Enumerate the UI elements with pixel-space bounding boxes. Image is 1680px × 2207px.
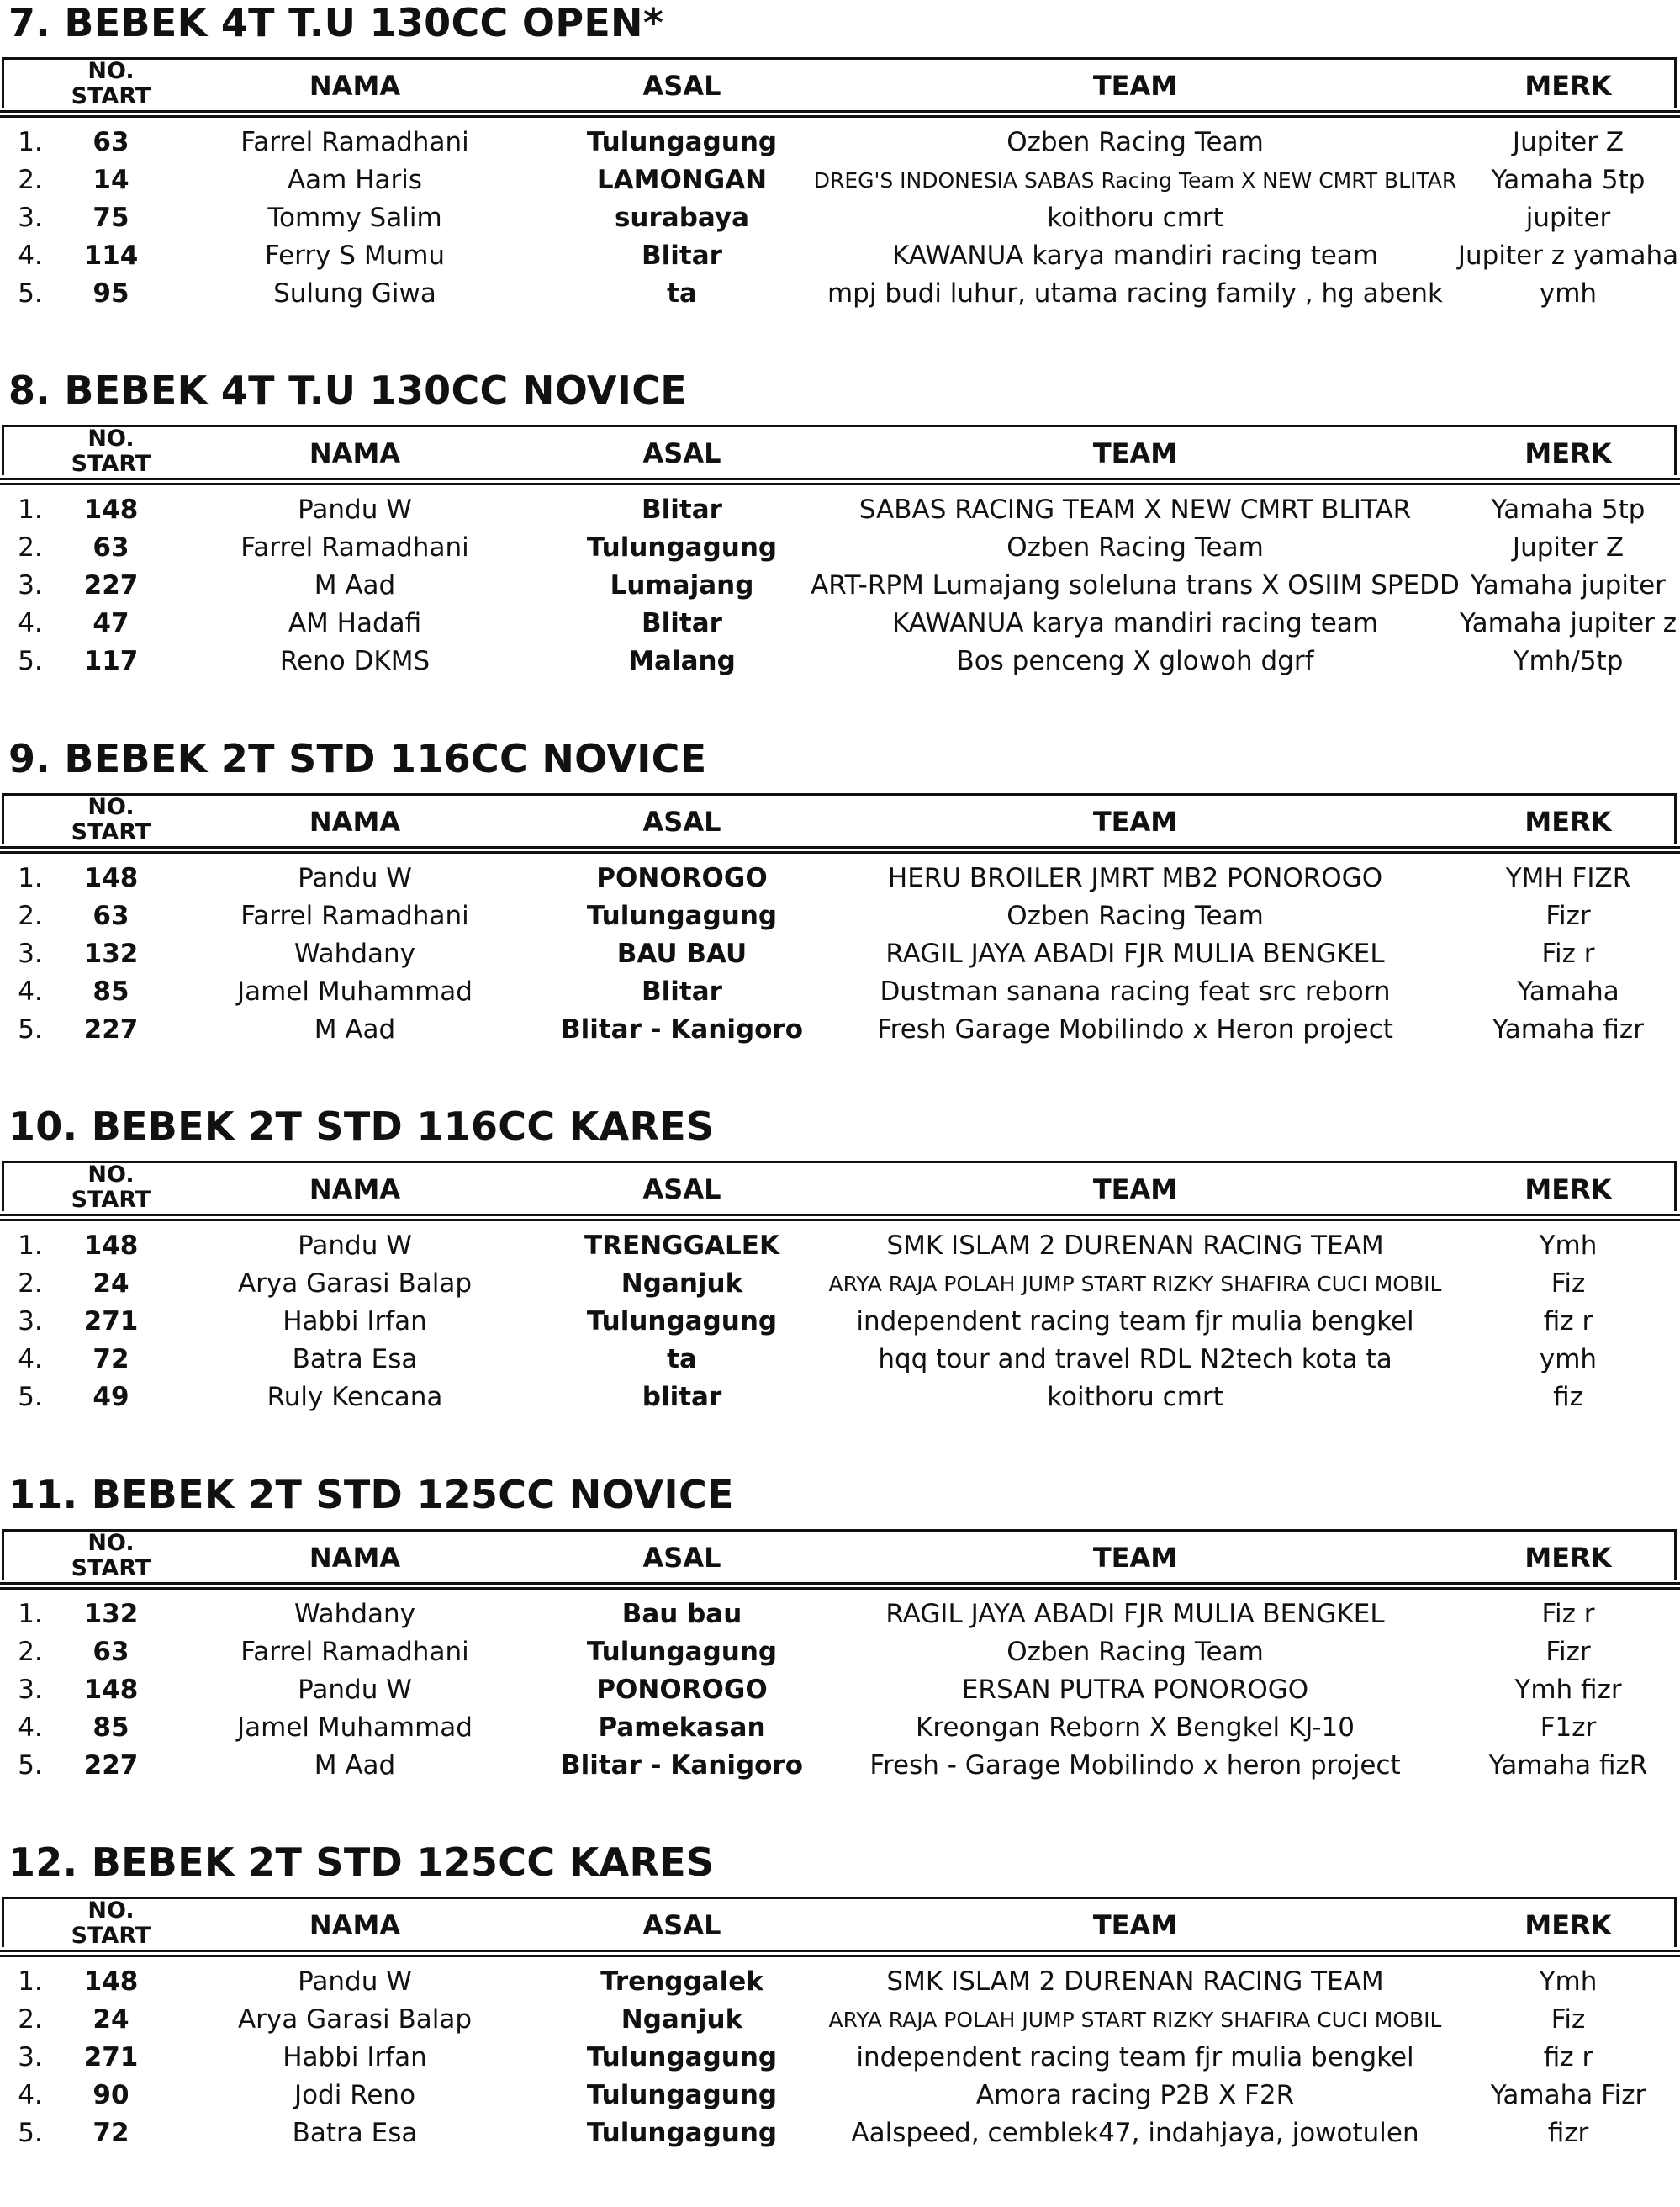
header-rule — [0, 483, 1680, 485]
origin-cell: ta — [667, 278, 697, 309]
team-cell: ERSAN PUTRA PONOROGO — [961, 1675, 1309, 1705]
origin-cell: Lumajang — [610, 570, 754, 601]
origin-cell: Trenggalek — [600, 1966, 763, 1997]
brand-cell: Yamaha jupiter — [1471, 570, 1666, 601]
start-number-cell: 85 — [92, 1712, 129, 1743]
name-cell: Pandu W — [298, 1966, 412, 1997]
rank-cell: 3. — [18, 203, 43, 233]
rank-cell: 2. — [18, 165, 43, 195]
start-number-cell: 47 — [92, 608, 129, 638]
category-title: 11. BEBEK 2T STD 125CC NOVICE — [8, 1472, 734, 1517]
origin-cell: Tulungagung — [586, 127, 778, 157]
name-cell: Tommy Salim — [267, 203, 442, 233]
table-row — [0, 1341, 1680, 1379]
brand-cell: Fiz — [1551, 2004, 1586, 2035]
table-row — [0, 860, 1680, 897]
header-team: TEAM — [1092, 1173, 1178, 1205]
rank-cell: 5. — [18, 646, 43, 676]
header-nama: NAMA — [309, 1909, 401, 1941]
name-cell: Pandu W — [298, 1231, 412, 1261]
team-cell: koithoru cmrt — [1047, 203, 1223, 233]
team-cell: koithoru cmrt — [1047, 1382, 1223, 1412]
start-number-cell: 14 — [92, 165, 129, 195]
name-cell: Farrel Ramadhani — [240, 532, 469, 563]
origin-cell: BAU BAU — [616, 939, 748, 969]
start-number-cell: 63 — [92, 532, 129, 563]
team-cell: Kreongan Reborn X Bengkel KJ-10 — [916, 1712, 1355, 1743]
header-merk: MERK — [1524, 806, 1612, 838]
origin-cell: Malang — [628, 646, 736, 676]
brand-cell: Yamaha 5tp — [1491, 495, 1646, 525]
rank-cell: 5. — [18, 1382, 43, 1412]
origin-cell: blitar — [642, 1382, 722, 1412]
table-row — [0, 2039, 1680, 2077]
header-rule — [0, 846, 1680, 849]
header-asal: ASAL — [642, 1909, 721, 1941]
name-cell: Reno DKMS — [279, 646, 431, 676]
brand-cell: ymh — [1539, 278, 1598, 309]
start-number-cell: 63 — [92, 901, 129, 931]
start-number-cell: 148 — [83, 495, 139, 525]
table-row — [0, 1379, 1680, 1416]
table-row — [0, 1633, 1680, 1671]
table-row — [0, 567, 1680, 605]
rank-cell: 3. — [18, 1675, 43, 1705]
origin-cell: Blitar - Kanigoro — [560, 1750, 804, 1781]
name-cell: Farrel Ramadhani — [240, 901, 469, 931]
header-no-start: NO. — [87, 1162, 135, 1188]
origin-cell: PONOROGO — [596, 1675, 768, 1705]
start-number-cell: 271 — [83, 2042, 139, 2072]
header-team: TEAM — [1092, 1909, 1178, 1941]
header-nama: NAMA — [309, 806, 401, 838]
header-rule — [0, 115, 1680, 118]
team-cell: Fresh - Garage Mobilindo x heron project — [869, 1750, 1401, 1781]
category-title: 8. BEBEK 4T T.U 130CC NOVICE — [8, 368, 687, 413]
origin-cell: TRENGGALEK — [584, 1231, 779, 1261]
brand-cell: Yamaha — [1517, 976, 1619, 1007]
header-rule — [0, 1214, 1680, 1216]
brand-cell: Fiz — [1551, 1268, 1586, 1299]
start-number-cell: 117 — [83, 646, 139, 676]
brand-cell: YMH FIZR — [1505, 863, 1631, 893]
header-no-start: NO. — [87, 794, 135, 820]
rank-cell: 1. — [18, 1966, 43, 1997]
header-asal: ASAL — [642, 1173, 721, 1205]
header-no-start: NO. — [87, 58, 135, 84]
origin-cell: Tulungagung — [586, 2118, 778, 2148]
name-cell: Sulung Giwa — [273, 278, 436, 309]
table-row — [0, 161, 1680, 199]
table-row — [0, 2114, 1680, 2152]
header-merk: MERK — [1524, 70, 1612, 102]
start-number-cell: 132 — [83, 1599, 139, 1629]
name-cell: Arya Garasi Balap — [237, 1268, 473, 1299]
start-number-cell: 72 — [92, 1344, 129, 1374]
category-section — [0, 736, 1680, 1104]
team-cell: Ozben Racing Team — [1006, 532, 1264, 563]
team-cell: Amora racing P2B X F2R — [975, 2080, 1295, 2110]
header-nama: NAMA — [309, 437, 401, 469]
team-cell: Dustman sanana racing feat src reborn — [880, 976, 1391, 1007]
rank-cell: 1. — [18, 495, 43, 525]
name-cell: Farrel Ramadhani — [240, 1637, 469, 1667]
header-team: TEAM — [1092, 806, 1178, 838]
team-cell: DREG'S INDONESIA SABAS Racing Team X NEW CMRT BLITAR — [813, 168, 1457, 193]
team-cell: independent racing team fjr mulia bengkel — [856, 2042, 1414, 2072]
name-cell: M Aad — [314, 1014, 396, 1045]
brand-cell: Yamaha fizR — [1488, 1750, 1648, 1781]
start-number-cell: 114 — [83, 241, 139, 271]
name-cell: Batra Esa — [292, 1344, 418, 1374]
brand-cell: Jupiter Z — [1512, 532, 1625, 563]
header-asal: ASAL — [642, 1542, 721, 1574]
table-row — [0, 2001, 1680, 2039]
rank-cell: 4. — [18, 2080, 43, 2110]
brand-cell: jupiter — [1525, 203, 1611, 233]
table-row — [0, 605, 1680, 643]
header-merk: MERK — [1524, 1909, 1612, 1941]
team-cell: SABAS RACING TEAM X NEW CMRT BLITAR — [858, 495, 1412, 525]
header-rule — [0, 478, 1680, 480]
origin-cell: Tulungagung — [586, 901, 778, 931]
rank-cell: 4. — [18, 1712, 43, 1743]
name-cell: Ruly Kencana — [267, 1382, 443, 1412]
rank-cell: 3. — [18, 939, 43, 969]
rank-cell: 5. — [18, 1750, 43, 1781]
start-number-cell: 148 — [83, 1966, 139, 1997]
brand-cell: fiz r — [1543, 2042, 1593, 2072]
start-number-cell: 72 — [92, 2118, 129, 2148]
team-cell: Bos penceng X glowoh dgrf — [956, 646, 1314, 676]
brand-cell: fiz — [1553, 1382, 1583, 1412]
name-cell: Arya Garasi Balap — [237, 2004, 473, 2035]
header-merk: MERK — [1524, 1173, 1612, 1205]
header-no-start: NO. — [87, 1897, 135, 1924]
header-merk: MERK — [1524, 437, 1612, 469]
start-number-cell: 227 — [83, 1750, 139, 1781]
name-cell: M Aad — [314, 1750, 396, 1781]
start-number-cell: 148 — [83, 863, 139, 893]
start-number-cell: 49 — [92, 1382, 129, 1412]
team-cell: Ozben Racing Team — [1006, 1637, 1264, 1667]
rank-cell: 3. — [18, 2042, 43, 2072]
table-row — [0, 1011, 1680, 1049]
name-cell: Habbi Irfan — [283, 1306, 427, 1336]
table-row — [0, 1671, 1680, 1709]
rank-cell: 4. — [18, 976, 43, 1007]
header-asal: ASAL — [642, 70, 721, 102]
start-number-cell: 148 — [83, 1675, 139, 1705]
team-cell: HERU BROILER JMRT MB2 PONOROGO — [887, 863, 1383, 893]
origin-cell: surabaya — [614, 203, 749, 233]
rank-cell: 4. — [18, 608, 43, 638]
brand-cell: Ymh fizr — [1514, 1675, 1622, 1705]
header-nama: NAMA — [309, 1542, 401, 1574]
header-no-start: NO. — [87, 426, 135, 452]
team-cell: SMK ISLAM 2 DURENAN RACING TEAM — [886, 1231, 1384, 1261]
table-row — [0, 1227, 1680, 1265]
category-section — [0, 1104, 1680, 1471]
team-cell: Ozben Racing Team — [1006, 127, 1264, 157]
table-row — [0, 935, 1680, 973]
name-cell: Batra Esa — [292, 2118, 418, 2148]
rank-cell: 2. — [18, 1268, 43, 1299]
name-cell: Pandu W — [298, 495, 412, 525]
rank-cell: 2. — [18, 2004, 43, 2035]
header-no-start: START — [71, 1923, 151, 1949]
origin-cell: Nganjuk — [621, 2004, 743, 2035]
category-title: 10. BEBEK 2T STD 116CC KARES — [8, 1104, 715, 1149]
team-cell: KAWANUA karya mandiri racing team — [891, 241, 1379, 271]
header-nama: NAMA — [309, 70, 401, 102]
origin-cell: Blitar - Kanigoro — [560, 1014, 804, 1045]
rank-cell: 3. — [18, 570, 43, 601]
start-number-cell: 227 — [83, 570, 139, 601]
origin-cell: ta — [667, 1344, 697, 1374]
rank-cell: 4. — [18, 1344, 43, 1374]
rank-cell: 5. — [18, 1014, 43, 1045]
name-cell: Pandu W — [298, 1675, 412, 1705]
header-no-start: START — [71, 83, 151, 109]
brand-cell: ymh — [1539, 1344, 1598, 1374]
origin-cell: Blitar — [642, 241, 722, 271]
brand-cell: Fiz r — [1541, 1599, 1595, 1629]
table-row — [0, 1709, 1680, 1747]
brand-cell: Fiz r — [1541, 939, 1595, 969]
rank-cell: 2. — [18, 532, 43, 563]
header-rule — [0, 1950, 1680, 1952]
table-row — [0, 199, 1680, 237]
category-section — [0, 1472, 1680, 1839]
start-number-cell: 24 — [92, 1268, 129, 1299]
start-number-cell: 95 — [92, 278, 129, 309]
start-number-cell: 227 — [83, 1014, 139, 1045]
header-no-start: START — [71, 1187, 151, 1213]
category-section — [0, 368, 1680, 735]
header-no-start: NO. — [87, 1530, 135, 1556]
start-number-cell: 90 — [92, 2080, 129, 2110]
header-nama: NAMA — [309, 1173, 401, 1205]
team-cell: hqq tour and travel RDL N2tech kota ta — [878, 1344, 1392, 1374]
rank-cell: 1. — [18, 127, 43, 157]
brand-cell: Ymh/5tp — [1513, 646, 1624, 676]
brand-cell: Yamaha fizr — [1492, 1014, 1644, 1045]
brand-cell: Ymh — [1539, 1966, 1598, 1997]
header-team: TEAM — [1092, 1542, 1178, 1574]
start-number-cell: 85 — [92, 976, 129, 1007]
start-number-cell: 63 — [92, 1637, 129, 1667]
rank-cell: 1. — [18, 1599, 43, 1629]
table-row — [0, 1963, 1680, 2001]
category-title: 7. BEBEK 4T T.U 130CC OPEN* — [8, 0, 664, 45]
team-cell: KAWANUA karya mandiri racing team — [891, 608, 1379, 638]
header-team: TEAM — [1092, 70, 1178, 102]
start-number-cell: 75 — [92, 203, 129, 233]
rank-cell: 5. — [18, 278, 43, 309]
table-row — [0, 237, 1680, 275]
origin-cell: Tulungagung — [586, 1637, 778, 1667]
header-asal: ASAL — [642, 806, 721, 838]
brand-cell: Jupiter Z — [1512, 127, 1625, 157]
header-no-start: START — [71, 1555, 151, 1581]
name-cell: Habbi Irfan — [283, 2042, 427, 2072]
origin-cell: Tulungagung — [586, 1306, 778, 1336]
origin-cell: Bau bau — [621, 1599, 742, 1629]
header-rule — [0, 1955, 1680, 1957]
start-number-cell: 24 — [92, 2004, 129, 2035]
header-team: TEAM — [1092, 437, 1178, 469]
header-rule — [0, 1219, 1680, 1221]
table-row — [0, 275, 1680, 313]
team-cell: ART-RPM Lumajang soleluna trans X OSIIM SPEDD — [811, 570, 1460, 601]
name-cell: Jodi Reno — [293, 2080, 416, 2110]
team-cell: RAGIL JAYA ABADI FJR MULIA BENGKEL — [885, 1599, 1385, 1629]
origin-cell: LAMONGAN — [596, 165, 768, 195]
team-cell: SMK ISLAM 2 DURENAN RACING TEAM — [886, 1966, 1384, 1997]
team-cell: independent racing team fjr mulia bengkel — [856, 1306, 1414, 1336]
start-number-cell: 148 — [83, 1231, 139, 1261]
table-row — [0, 124, 1680, 161]
name-cell: Wahdany — [294, 939, 415, 969]
header-rule — [0, 110, 1680, 113]
table-row — [0, 1303, 1680, 1341]
header-no-start: START — [71, 451, 151, 477]
rank-cell: 2. — [18, 1637, 43, 1667]
team-cell: ARYA RAJA POLAH JUMP START RIZKY SHAFIRA CUCI MOBIL — [828, 2008, 1442, 2032]
start-number-cell: 132 — [83, 939, 139, 969]
brand-cell: Ymh — [1539, 1231, 1598, 1261]
table-row — [0, 1747, 1680, 1785]
brand-cell: Yamaha Fizr — [1490, 2080, 1646, 2110]
name-cell: AM Hadafi — [288, 608, 422, 638]
table-row — [0, 491, 1680, 529]
name-cell: Jamel Muhammad — [237, 976, 473, 1007]
rank-cell: 3. — [18, 1306, 43, 1336]
name-cell: Pandu W — [298, 863, 412, 893]
header-rule — [0, 1582, 1680, 1585]
name-cell: M Aad — [314, 570, 396, 601]
header-no-start: START — [71, 819, 151, 845]
brand-cell: fiz r — [1543, 1306, 1593, 1336]
brand-cell: fizr — [1547, 2118, 1589, 2148]
table-row — [0, 643, 1680, 680]
name-cell: Ferry S Mumu — [264, 241, 446, 271]
table-row — [0, 973, 1680, 1011]
header-asal: ASAL — [642, 437, 721, 469]
category-title: 12. BEBEK 2T STD 125CC KARES — [8, 1839, 715, 1885]
table-row — [0, 529, 1680, 567]
start-number-cell: 63 — [92, 127, 129, 157]
origin-cell: Pamekasan — [598, 1712, 766, 1743]
name-cell: Farrel Ramadhani — [240, 127, 469, 157]
origin-cell: PONOROGO — [596, 863, 768, 893]
name-cell: Jamel Muhammad — [237, 1712, 473, 1743]
table-row — [0, 1596, 1680, 1633]
category-section — [0, 1839, 1680, 2207]
rank-cell: 1. — [18, 1231, 43, 1261]
brand-cell: Fizr — [1545, 901, 1591, 931]
table-row — [0, 897, 1680, 935]
category-section — [0, 0, 1680, 368]
origin-cell: Blitar — [642, 495, 722, 525]
origin-cell: Blitar — [642, 608, 722, 638]
origin-cell: Tulungagung — [586, 2042, 778, 2072]
header-rule — [0, 1587, 1680, 1590]
header-merk: MERK — [1524, 1542, 1612, 1574]
team-cell: ARYA RAJA POLAH JUMP START RIZKY SHAFIRA CUCI MOBIL — [828, 1272, 1442, 1296]
header-rule — [0, 851, 1680, 854]
name-cell: Aam Haris — [287, 165, 423, 195]
rank-cell: 1. — [18, 863, 43, 893]
brand-cell: Fizr — [1545, 1637, 1591, 1667]
origin-cell: Tulungagung — [586, 532, 778, 563]
name-cell: Wahdany — [294, 1599, 415, 1629]
team-cell: RAGIL JAYA ABADI FJR MULIA BENGKEL — [885, 939, 1385, 969]
origin-cell: Blitar — [642, 976, 722, 1007]
rank-cell: 4. — [18, 241, 43, 271]
rank-cell: 5. — [18, 2118, 43, 2148]
table-row — [0, 2077, 1680, 2114]
brand-cell: F1zr — [1540, 1712, 1597, 1743]
team-cell: Aalspeed, cemblek47, indahjaya, jowotulen — [851, 2118, 1419, 2148]
team-cell: mpj budi luhur, utama racing family , hg abenk — [827, 278, 1443, 309]
brand-cell: Yamaha jupiter z — [1459, 608, 1677, 638]
rank-cell: 2. — [18, 901, 43, 931]
team-cell: Fresh Garage Mobilindo x Heron project — [877, 1014, 1393, 1045]
brand-cell: Yamaha 5tp — [1491, 165, 1646, 195]
team-cell: Ozben Racing Team — [1006, 901, 1264, 931]
start-number-cell: 271 — [83, 1306, 139, 1336]
origin-cell: Tulungagung — [586, 2080, 778, 2110]
brand-cell: Jupiter z yamaha — [1457, 241, 1679, 271]
origin-cell: Nganjuk — [621, 1268, 743, 1299]
table-row — [0, 1265, 1680, 1303]
category-title: 9. BEBEK 2T STD 116CC NOVICE — [8, 736, 707, 781]
